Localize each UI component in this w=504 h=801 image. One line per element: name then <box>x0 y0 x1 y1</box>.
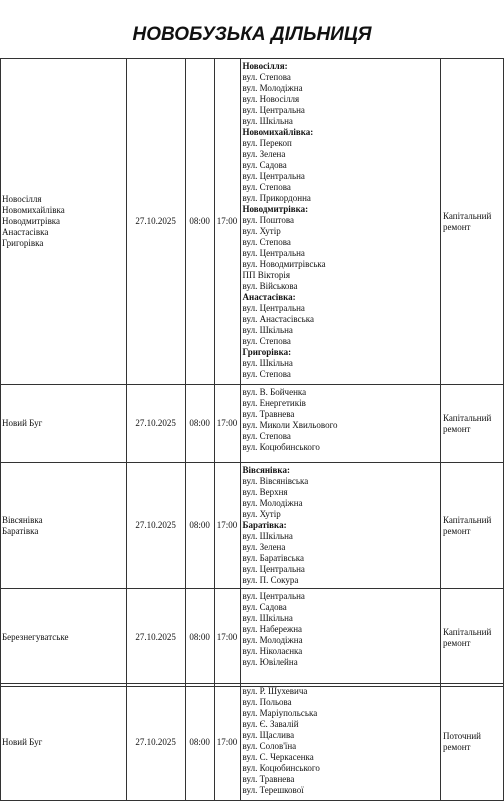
street-item: вул. Щаслива <box>242 730 295 740</box>
street-item: вул. В. Бойченка <box>242 387 307 397</box>
street-item: вул. Степова <box>242 431 291 441</box>
street-item: вул. Хутір <box>242 509 281 519</box>
start-time-cell: 08:00 <box>185 684 214 801</box>
village-heading: Новодмитрівка: <box>242 204 309 214</box>
village-heading: Вівсянівка: <box>242 465 290 475</box>
street-item: вул. Вівсянівська <box>242 476 309 486</box>
settlements-cell <box>1 589 127 687</box>
street-item: вул. Степова <box>242 182 291 192</box>
street-item: вул. Молодіжна <box>242 83 303 93</box>
settlements-cell <box>1 59 127 385</box>
street-item: вул. Набережна <box>242 624 303 634</box>
street-item: вул. Шкільна <box>242 116 293 126</box>
settlement-name: Новодмитрівка <box>2 216 61 226</box>
settlement-name: Новомихайлівка <box>2 205 65 215</box>
street-item: вул. Коцюбинського <box>242 442 320 452</box>
street-item: вул. Анастасівська <box>242 314 314 324</box>
street-item: вул. Польова <box>242 697 292 707</box>
street-item: вул. Поштова <box>242 215 294 225</box>
street-item: вул. Миколи Хвильового <box>242 420 338 430</box>
street-item: вул. Молодіжна <box>242 498 303 508</box>
street-item: вул. Центральна <box>242 591 305 601</box>
work-type-cell <box>441 589 504 687</box>
street-item: вул. Степова <box>242 237 291 247</box>
street-item: вул. Молодіжна <box>242 635 303 645</box>
work-type-text: Капітальний <box>443 626 492 637</box>
settlement-name: Новосілля <box>2 194 42 204</box>
date-cell: 27.10.2025 <box>126 684 185 801</box>
street-item: вул. Хутір <box>242 226 281 236</box>
street-item: вул. Є. Завалій <box>242 719 299 729</box>
end-time-cell: 17:00 <box>214 589 240 687</box>
date-cell: 27.10.2025 <box>126 463 185 589</box>
street-item: вул. С. Черкасенка <box>242 752 314 762</box>
streets-cell <box>240 684 441 801</box>
street-item: вул. Верхня <box>242 487 288 497</box>
street-item: вул. Шкільна <box>242 613 293 623</box>
work-type-cell <box>441 684 504 801</box>
start-time-cell: 08:00 <box>185 463 214 589</box>
settlement-name: Баратівка <box>2 525 39 536</box>
street-item: вул. Центральна <box>242 171 305 181</box>
work-type-cell <box>441 385 504 463</box>
settlement-name: Вівсянівка <box>2 514 43 525</box>
village-heading: Анастасівка: <box>242 292 296 302</box>
settlements-cell <box>1 684 127 801</box>
street-item: вул. Шкільна <box>242 531 293 541</box>
date-cell: 27.10.2025 <box>126 385 185 463</box>
schedule-table-continued <box>0 683 504 801</box>
village-heading: Новосілля: <box>242 61 288 71</box>
table-row <box>1 589 504 687</box>
street-item: вул. Садова <box>242 602 287 612</box>
street-item: вул. Прикордонна <box>242 193 311 203</box>
date-cell: 27.10.2025 <box>126 59 185 385</box>
end-time-cell: 17:00 <box>214 59 240 385</box>
streets-cell <box>240 59 440 385</box>
street-item: вул. Травнева <box>242 774 295 784</box>
work-type-text: ремонт <box>443 525 471 536</box>
streets-cell <box>240 589 440 687</box>
page-title: НОВОБУЗЬКА ДІЛЬНИЦЯ <box>132 24 372 45</box>
settlement-name: Анастасівка <box>2 227 49 237</box>
work-type-text: Поточний <box>443 731 481 741</box>
settlement-name: Березнегуватське <box>2 632 69 642</box>
table-row <box>1 684 504 801</box>
street-item: вул. Новодмитрівська <box>242 259 326 269</box>
street-item: вул. Ювілейна <box>242 657 298 667</box>
work-type-cell <box>441 463 504 589</box>
settlement-name: Григорівка <box>2 238 44 248</box>
street-item: вул. Степова <box>242 336 291 346</box>
street-item: вул. Ніколаєнка <box>242 646 303 656</box>
work-type-text: ремонт <box>443 637 471 648</box>
street-item: вул. Військова <box>242 281 298 291</box>
street-item: вул. Зелена <box>242 542 286 552</box>
street-item: вул. Р. Шухевича <box>242 686 308 696</box>
street-item: вул. Маріупольська <box>242 708 318 718</box>
work-type-text: Капітальний <box>443 412 492 423</box>
table-row <box>1 463 504 589</box>
work-type-text: ремонт <box>443 221 471 232</box>
end-time-cell: 17:00 <box>214 463 240 589</box>
street-item: вул. Центральна <box>242 303 305 313</box>
street-item: вул. Степова <box>242 72 291 82</box>
street-item: вул. Баратівська <box>242 553 304 563</box>
street-item: ПП Вікторія <box>242 270 290 280</box>
street-item: вул. Шкільна <box>242 358 293 368</box>
street-item: вул. Шкільна <box>242 325 293 335</box>
work-type-text: Капітальний <box>443 210 492 221</box>
settlements-cell <box>1 463 127 589</box>
table-row <box>1 385 504 463</box>
village-heading: Григорівка: <box>242 347 292 357</box>
settlement-name: Новий Буг <box>2 736 43 747</box>
street-item: вул. Центральна <box>242 248 305 258</box>
streets-cell <box>240 385 440 463</box>
street-item: вул. Центральна <box>242 105 305 115</box>
schedule-table <box>0 58 504 687</box>
street-item: вул. Степова <box>242 369 291 379</box>
street-item: вул. Коцюбинського <box>242 763 320 773</box>
start-time-cell: 08:00 <box>185 59 214 385</box>
table-row <box>1 59 504 385</box>
settlements-cell <box>1 385 127 463</box>
start-time-cell: 08:00 <box>185 385 214 463</box>
street-item: вул. Травнева <box>242 409 295 419</box>
end-time-cell: 17:00 <box>214 684 240 801</box>
street-item: вул. Центральна <box>242 564 305 574</box>
streets-cell <box>240 463 440 589</box>
street-item: вул. Терешкової <box>242 785 304 795</box>
settlement-name: Новий Буг <box>2 418 43 428</box>
street-item: вул. Солов'їна <box>242 741 297 751</box>
street-item: вул. Енергетиків <box>242 398 306 408</box>
end-time-cell: 17:00 <box>214 385 240 463</box>
village-heading: Баратівка: <box>242 520 287 530</box>
village-heading: Новомихайлівка: <box>242 127 314 137</box>
street-item: вул. Перекоп <box>242 138 292 148</box>
work-type-text: ремонт <box>443 423 471 434</box>
work-type-text: ремонт <box>443 742 471 752</box>
street-item: вул. П. Сокура <box>242 575 299 585</box>
street-item: вул. Новосілля <box>242 94 300 104</box>
date-cell: 27.10.2025 <box>126 589 185 687</box>
street-item: вул. Садова <box>242 160 287 170</box>
start-time-cell: 08:00 <box>185 589 214 687</box>
work-type-text: Капітальний <box>443 514 492 525</box>
street-item: вул. Зелена <box>242 149 286 159</box>
work-type-cell <box>441 59 504 385</box>
